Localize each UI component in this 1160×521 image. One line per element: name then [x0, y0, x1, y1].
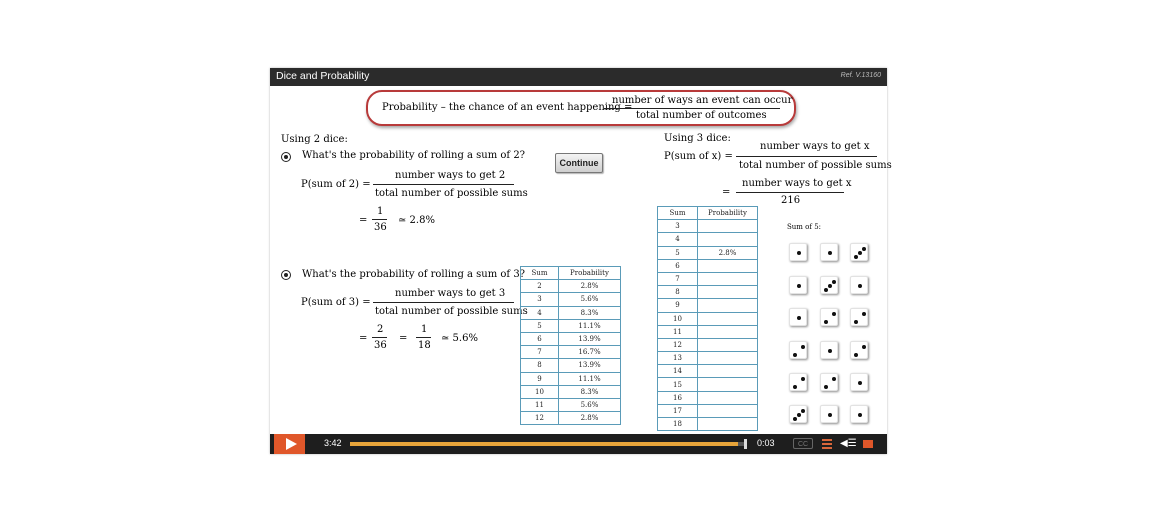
die-face-2	[850, 308, 868, 326]
reference-id: Ref. V.13160	[840, 72, 881, 79]
die-pip	[854, 353, 858, 357]
formula-denominator-sum-3: total number of possible sums	[375, 306, 528, 317]
die-pip	[854, 320, 858, 324]
die-pip	[858, 381, 862, 385]
die-pip	[858, 284, 862, 288]
cell-sum: 5	[658, 246, 698, 259]
die-face-1	[820, 243, 838, 261]
cell-sum: 6	[521, 332, 559, 345]
cell-probability	[698, 404, 758, 417]
cell-probability	[698, 391, 758, 404]
progress-bar[interactable]	[350, 442, 746, 446]
menu-icon[interactable]	[822, 439, 832, 449]
formula-numerator-sum-x: number ways to get x	[760, 141, 870, 152]
die-pip	[797, 316, 801, 320]
table-row	[521, 332, 621, 345]
cell-sum: 3	[521, 293, 559, 306]
column-header-sum: Sum	[521, 267, 559, 280]
bullet-icon	[281, 152, 291, 162]
fraction-bar	[372, 219, 387, 220]
remaining-time: 0:03	[757, 438, 775, 448]
table-row	[658, 391, 758, 404]
cell-probability	[698, 220, 758, 233]
cell-probability: 11.1%	[559, 319, 621, 332]
cell-probability	[698, 325, 758, 338]
table-row	[658, 378, 758, 391]
fraction-bar	[416, 337, 431, 338]
fraction-bar	[372, 337, 387, 338]
cell-probability	[698, 272, 758, 285]
fraction-bar	[604, 108, 780, 109]
cell-probability: 5.6%	[559, 293, 621, 306]
fraction-denominator: 36	[374, 340, 387, 351]
die-pip	[828, 284, 832, 288]
die-face-1	[820, 405, 838, 423]
cell-probability	[698, 418, 758, 431]
die-pip	[862, 345, 866, 349]
continue-button[interactable]: Continue	[555, 153, 603, 173]
table-row	[658, 299, 758, 312]
die-pip	[828, 251, 832, 255]
cell-sum: 2	[521, 280, 559, 293]
die-face-1	[789, 308, 807, 326]
cell-sum: 16	[658, 391, 698, 404]
table-row	[658, 233, 758, 246]
cell-sum: 17	[658, 404, 698, 417]
cell-probability: 2.8%	[559, 280, 621, 293]
cell-sum: 7	[658, 272, 698, 285]
approx-result-sum-3: ≃ 5.6%	[441, 333, 478, 344]
table-row	[658, 352, 758, 365]
cell-sum: 6	[658, 259, 698, 272]
formula-numerator-sum-3: number ways to get 3	[395, 288, 506, 299]
cell-sum: 4	[521, 306, 559, 319]
table-row	[521, 412, 621, 425]
fraction-numerator: 2	[377, 324, 384, 335]
formula-numerator-216: number ways to get x	[742, 178, 852, 189]
two-dice-probability-table	[520, 266, 621, 425]
formula-denominator-216: 216	[781, 195, 801, 206]
die-face-2	[789, 373, 807, 391]
die-pip	[824, 320, 828, 324]
table-row	[658, 286, 758, 299]
equals-sign: =	[399, 333, 408, 344]
window-title: Dice and Probability	[276, 70, 370, 82]
table-header-row	[521, 267, 621, 280]
fraction-denominator: 36	[374, 222, 387, 233]
elapsed-time: 3:42	[324, 438, 342, 448]
cell-probability	[698, 259, 758, 272]
cell-probability: 13.9%	[559, 332, 621, 345]
table-row	[521, 359, 621, 372]
die-pip	[793, 417, 797, 421]
table-row	[658, 312, 758, 325]
die-pip	[793, 353, 797, 357]
cell-sum: 10	[658, 312, 698, 325]
cell-probability: 11.1%	[559, 372, 621, 385]
dice-caption: Sum of 5:	[787, 223, 822, 231]
die-pip	[801, 409, 805, 413]
player-controls	[270, 434, 887, 454]
table-row	[658, 220, 758, 233]
cell-probability: 16.7%	[559, 346, 621, 359]
definition-numerator: number of ways an event can occur	[612, 95, 793, 106]
fraction-bar	[373, 302, 514, 303]
die-face-3	[850, 243, 868, 261]
cell-probability	[698, 352, 758, 365]
cc-icon[interactable]: CC	[793, 438, 813, 449]
die-pip	[832, 280, 836, 284]
cell-sum: 10	[521, 385, 559, 398]
cell-sum: 13	[658, 352, 698, 365]
video-player	[270, 68, 892, 454]
die-face-1	[850, 276, 868, 294]
three-dice-probability-table	[657, 206, 758, 431]
volume-icon[interactable]: ◀☰	[840, 438, 857, 449]
cell-probability	[698, 378, 758, 391]
die-pip	[862, 312, 866, 316]
die-face-2	[820, 308, 838, 326]
die-pip	[828, 349, 832, 353]
formula-lhs-sum-2: P(sum of 2) =	[301, 179, 371, 190]
cell-sum: 8	[658, 286, 698, 299]
cell-probability: 8.3%	[559, 306, 621, 319]
cell-probability	[698, 365, 758, 378]
cell-probability	[698, 286, 758, 299]
column-header-probability: Probability	[559, 267, 621, 280]
die-pip	[797, 284, 801, 288]
die-face-1	[789, 243, 807, 261]
cell-sum: 18	[658, 418, 698, 431]
fullscreen-icon[interactable]	[863, 440, 873, 448]
die-pip	[832, 377, 836, 381]
column-header-probability: Probability	[698, 207, 758, 220]
die-pip	[854, 255, 858, 259]
progress-handle[interactable]	[744, 439, 747, 449]
table-row	[658, 418, 758, 431]
cell-sum: 15	[658, 378, 698, 391]
die-face-2	[789, 341, 807, 359]
formula-denominator-sum-2: total number of possible sums	[375, 188, 528, 199]
die-face-1	[850, 405, 868, 423]
definition-denominator: total number of outcomes	[636, 110, 767, 121]
die-pip	[858, 251, 862, 255]
cell-sum: 12	[521, 412, 559, 425]
fraction-bar	[736, 192, 844, 193]
equals-sign: =	[722, 187, 731, 198]
table-row	[658, 338, 758, 351]
question-sum-3: What's the probability of rolling a sum of 3?	[302, 269, 526, 280]
cell-sum: 14	[658, 365, 698, 378]
table-row	[658, 365, 758, 378]
cell-probability: 5.6%	[559, 398, 621, 411]
definition-box	[366, 90, 796, 126]
cell-probability: 8.3%	[559, 385, 621, 398]
table-row	[658, 404, 758, 417]
cell-sum: 4	[658, 233, 698, 246]
table-header-row	[658, 207, 758, 220]
table-row	[521, 306, 621, 319]
die-face-2	[850, 341, 868, 359]
table-row	[521, 346, 621, 359]
definition-lhs: Probability – the chance of an event happening =	[382, 102, 633, 113]
cell-sum: 9	[658, 299, 698, 312]
cell-probability: 2.8%	[559, 412, 621, 425]
equals-sign: =	[359, 333, 368, 344]
lesson-slide	[270, 86, 892, 434]
approx-result-sum-2: ≃ 2.8%	[398, 215, 435, 226]
cell-sum: 11	[658, 325, 698, 338]
table-row	[658, 325, 758, 338]
cell-sum: 7	[521, 346, 559, 359]
cell-probability	[698, 338, 758, 351]
table-row	[521, 372, 621, 385]
cell-sum: 8	[521, 359, 559, 372]
formula-denominator-sum-x: total number of possible sums	[739, 160, 892, 171]
cell-probability: 13.9%	[559, 359, 621, 372]
table-row	[521, 280, 621, 293]
die-pip	[793, 385, 797, 389]
die-pip	[862, 247, 866, 251]
die-face-1	[789, 276, 807, 294]
die-face-1	[820, 341, 838, 359]
two-dice-heading: Using 2 dice:	[281, 134, 348, 145]
table-row	[658, 246, 758, 259]
table-row	[521, 319, 621, 332]
cell-sum: 5	[521, 319, 559, 332]
title-bar	[270, 68, 887, 86]
die-face-2	[820, 373, 838, 391]
fraction-numerator: 1	[421, 324, 428, 335]
die-pip	[801, 377, 805, 381]
die-pip	[832, 312, 836, 316]
formula-numerator-sum-2: number ways to get 2	[395, 170, 506, 181]
die-face-1	[850, 373, 868, 391]
table-row	[658, 259, 758, 272]
die-face-3	[789, 405, 807, 423]
column-header-sum: Sum	[658, 207, 698, 220]
die-pip	[824, 288, 828, 292]
question-sum-2: What's the probability of rolling a sum of 2?	[302, 150, 526, 161]
die-face-3	[820, 276, 838, 294]
table-row	[658, 272, 758, 285]
fraction-bar	[373, 184, 514, 185]
fraction-bar	[736, 156, 877, 157]
cell-sum: 3	[658, 220, 698, 233]
cell-sum: 12	[658, 338, 698, 351]
fraction-denominator: 18	[418, 340, 431, 351]
equals-sign: =	[359, 215, 368, 226]
cell-sum: 11	[521, 398, 559, 411]
cell-probability: 2.8%	[698, 246, 758, 259]
cell-probability	[698, 299, 758, 312]
table-row	[521, 293, 621, 306]
die-pip	[858, 413, 862, 417]
die-pip	[797, 251, 801, 255]
cell-sum: 9	[521, 372, 559, 385]
die-pip	[797, 413, 801, 417]
fraction-numerator: 1	[377, 206, 384, 217]
die-pip	[828, 413, 832, 417]
die-pip	[824, 385, 828, 389]
bullet-icon	[281, 270, 291, 280]
play-icon[interactable]	[274, 434, 305, 454]
cell-probability	[698, 233, 758, 246]
die-pip	[801, 345, 805, 349]
formula-lhs-sum-x: P(sum of x) =	[664, 151, 733, 162]
table-row	[521, 385, 621, 398]
cell-probability	[698, 312, 758, 325]
formula-lhs-sum-3: P(sum of 3) =	[301, 297, 371, 308]
table-row	[521, 398, 621, 411]
three-dice-heading: Using 3 dice:	[664, 133, 731, 144]
